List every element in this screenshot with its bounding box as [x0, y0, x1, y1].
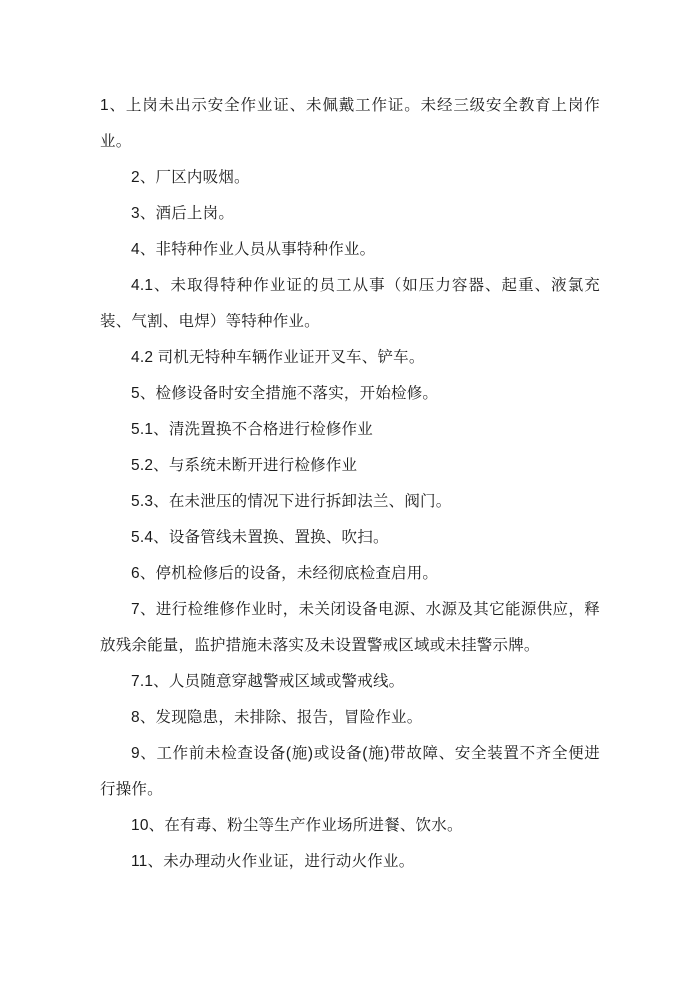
document-paragraph: 5.3、在未泄压的情况下进行拆卸法兰、阀门。	[131, 493, 452, 510]
document-paragraph: 2、厂区内吸烟。	[131, 169, 250, 186]
document-paragraph: 7、进行检维修作业时，未关闭设备电源、水源及其它能源供应，释放残余能量，监护措施未落实及未设置警戒区域或未挂警示牌。	[100, 601, 600, 654]
document-paragraph: 5.1、清洗置换不合格进行检修作业	[131, 421, 373, 438]
document-paragraph: 3、酒后上岗。	[131, 205, 235, 222]
document-body	[0, 60, 700, 908]
document-paragraph: 4.2 司机无特种车辆作业证开叉车、铲车。	[131, 349, 425, 366]
document-paragraph: 10、在有毒、粉尘等生产作业场所进餐、饮水。	[131, 817, 463, 834]
document-paragraph: 4.1、未取得特种作业证的员工从事（如压力容器、起重、液氯充装、气割、电焊）等特种作业。	[100, 277, 600, 330]
document-paragraph: 6、停机检修后的设备，未经彻底检查启用。	[131, 565, 439, 582]
document-paragraph: 8、发现隐患，未排除、报告，冒险作业。	[131, 709, 423, 726]
document-paragraph: 5.2、与系统未断开进行检修作业	[131, 457, 358, 474]
document-paragraph: 11、未办理动火作业证，进行动火作业。	[131, 853, 415, 870]
document-paragraph: 7.1、人员随意穿越警戒区域或警戒线。	[131, 673, 405, 690]
document-paragraph: 1、上岗未出示安全作业证、未佩戴工作证。未经三级安全教育上岗作业。	[100, 97, 600, 150]
document-paragraph: 5、检修设备时安全措施不落实，开始检修。	[131, 385, 439, 402]
document-paragraph: 4、非特种作业人员从事特种作业。	[131, 241, 376, 258]
document-paragraph: 5.4、设备管线未置换、置换、吹扫。	[131, 529, 389, 546]
document-paragraph: 9、工作前未检查设备(施)或设备(施)带故障、安全装置不齐全便进行操作。	[100, 745, 600, 798]
